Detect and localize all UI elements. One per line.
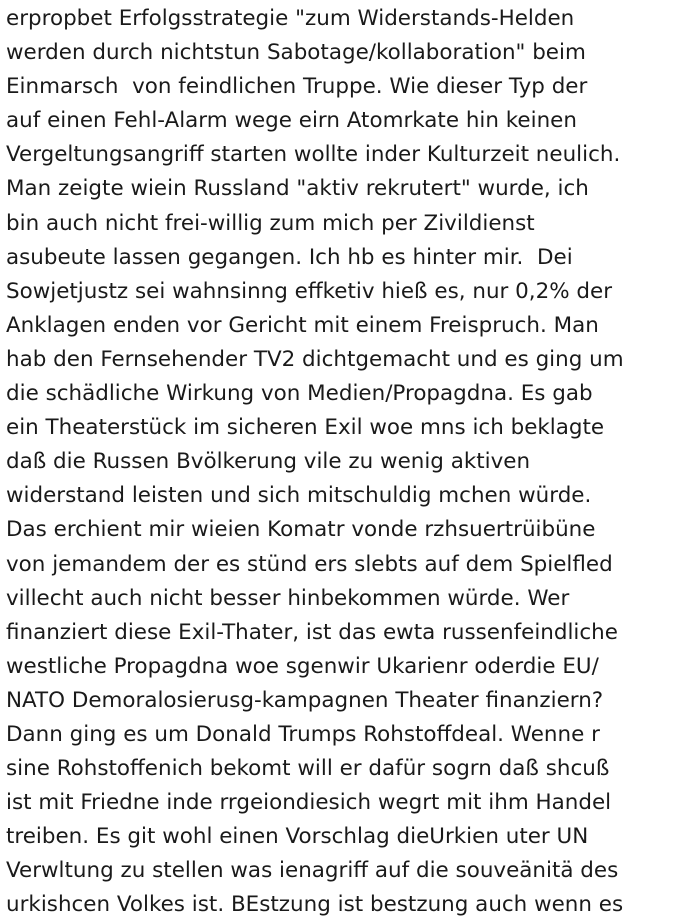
text-line: Man zeigte wiein Russland "aktiv rekrutert" wurde, ich [6,176,589,202]
text-line: werden durch nichtstun Sabotage/kollaboration" beim [6,40,586,66]
text-line: ist mit Friedne inde rrgeiondiesich wegrt mit ihm Handel [6,790,612,816]
text-line: urkishcen Volkes ist. BEstzung ist bestzung auch wenn es [6,892,624,918]
text-line: Dann ging es um Donald Trumps Rohstoffdeal. Wenne r [6,721,600,747]
text-line: asubeute lassen gegangen. Ich hb es hinter mir. Dei [6,244,573,270]
text-line: Vergeltungsangriff starten wollte inder Kulturzeit neulich. [6,142,621,168]
text-line: widerstand leisten und sich mitschuldig mchen würde. [6,483,592,509]
text-line: Verwltung zu stellen was ienagriff auf die souveänitä des [6,858,619,884]
text-line: westliche Propagdna woe sgenwir Ukarienr oderdie EU/ [6,653,599,679]
text-line: auf einen Fehl-Alarm wege eirn Atomrkate hin keinen [6,108,577,134]
text-line: finanziert diese Exil-Thater, ist das ewta russenfeindliche [6,619,618,645]
text-line: Einmarsch von feindlichen Truppe. Wie dieser Typ der [6,74,588,100]
text-line: villecht auch nicht besser hinbekommen würde. Wer [6,585,570,611]
text-line: daß die Russen Bvölkerung vile zu wenig aktiven [6,449,531,475]
text-line: treiben. Es git wohl einen Vorschlag dieUrkien uter UN [6,824,589,850]
document-text-body [6,2,684,923]
text-line: erpropbet Erfolgsstrategie "zum Widerstands-Helden [6,6,575,31]
text-line: Das erchient mir wieien Komatr vonde rzhsuertrüibüne [6,517,596,543]
text-line: von jemandem der es stünd ers slebts auf dem Spielfled [6,551,613,577]
text-line: sine Rohstoffenich bekomt will er dafür sogrn daß shcuß [6,756,610,782]
text-line: NATO Demoralosierusg-kampagnen Theater finanziern? [6,687,604,713]
text-line: die schädliche Wirkung von Medien/Propagdna. Es gab [6,381,593,407]
text-line: bin auch nicht frei-willig zum mich per Zivildienst [6,210,535,236]
text-line: hab den Fernsehender TV2 dichtgemacht und es ging um [6,346,624,372]
text-line: Sowjetjustz sei wahnsinng effketiv hieß es, nur 0,2% der [6,278,613,304]
text-line: Anklagen enden vor Gericht mit einem Freispruch. Man [6,312,599,338]
text-line: ein Theaterstück im sicheren Exil woe mns ich beklagte [6,415,605,441]
